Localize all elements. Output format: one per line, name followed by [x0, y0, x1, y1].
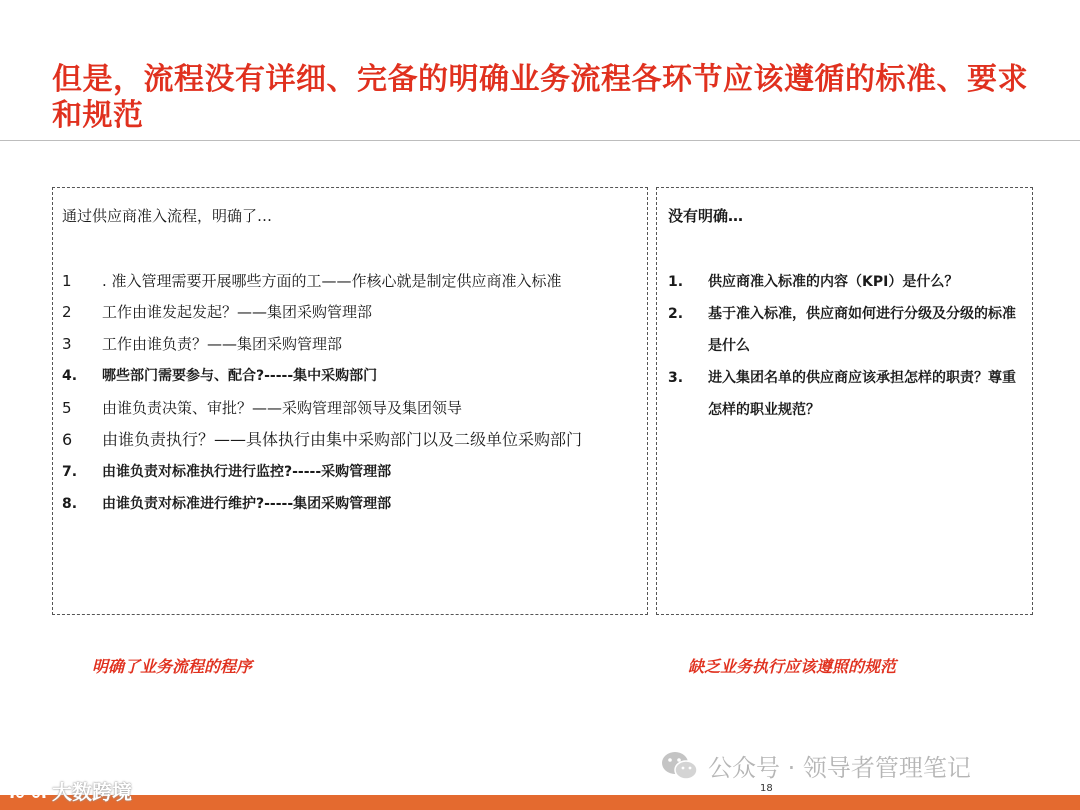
item-text: 由谁负责执行？——具体执行由集中采购部门以及二级单位采购部门: [102, 430, 583, 449]
list-item: [62, 456, 642, 488]
left-list: [62, 266, 642, 520]
item-number: 2.: [668, 306, 684, 322]
item-text: 工作由谁发起发起？——集团采购管理部: [102, 303, 373, 321]
list-item: [62, 296, 642, 328]
logo-text: 大数跨境: [52, 780, 132, 804]
page-number: 18: [760, 783, 773, 794]
item-number: 4.: [62, 368, 78, 384]
list-item: [668, 362, 1023, 426]
list-item: [668, 266, 1023, 298]
list-item: [62, 328, 642, 360]
item-number: 1.: [668, 274, 684, 290]
wechat-icon: [660, 749, 700, 783]
list-item: [62, 424, 642, 456]
left-caption: 明确了业务流程的程序: [92, 657, 253, 676]
item-text: 进入集团名单的供应商应该承担怎样的职责？尊重怎样的职业规范？: [708, 370, 1016, 418]
logo-icon: [8, 778, 48, 804]
item-text: 由谁负责对标准执行进行监控?-----采购管理部: [102, 464, 392, 480]
page-title: 但是，流程没有详细、完备的明确业务流程各环节应该遵循的标准、要求和规范: [52, 62, 1028, 133]
item-number: 5: [62, 399, 72, 417]
right-caption: 缺乏业务执行应该遵照的规范: [688, 657, 897, 676]
list-item: [668, 298, 1023, 362]
item-number: 3: [62, 335, 72, 353]
item-number: 3.: [668, 370, 684, 386]
item-number: 2: [62, 303, 72, 321]
item-text: 基于准入标准，供应商如何进行分级及分级的标准是什么: [708, 306, 1016, 354]
item-text: 供应商准入标准的内容（KPI）是什么？: [708, 274, 959, 290]
item-number: 6: [62, 430, 73, 449]
list-item: [62, 392, 642, 424]
right-intro: 没有明确…: [668, 207, 744, 225]
item-number: 8.: [62, 496, 78, 512]
list-item: [62, 488, 642, 520]
item-text: 由谁负责决策、审批？——采购管理部领导及集团领导: [102, 399, 463, 417]
item-number: 1: [62, 272, 72, 290]
watermark-text: 公众号 · 领导者管理笔记: [708, 754, 971, 782]
left-intro: 通过供应商准入流程，明确了…: [62, 207, 273, 225]
item-number: 7.: [62, 464, 78, 480]
item-text: . 准入管理需要开展哪些方面的工——作核心就是制定供应商准入标准: [102, 272, 562, 290]
watermark: [660, 748, 971, 783]
title-divider: [0, 140, 1080, 141]
item-text: 工作由谁负责？——集团采购管理部: [102, 335, 343, 353]
item-text: 由谁负责对标准进行维护?-----集团采购管理部: [102, 496, 392, 512]
right-list: [668, 266, 1023, 426]
item-text: 哪些部门需要参与、配合?-----集中采购部门: [102, 368, 378, 384]
list-item: [62, 266, 642, 296]
logo-watermark: [8, 776, 132, 805]
footer-bar: [0, 795, 1080, 810]
list-item: [62, 360, 642, 392]
